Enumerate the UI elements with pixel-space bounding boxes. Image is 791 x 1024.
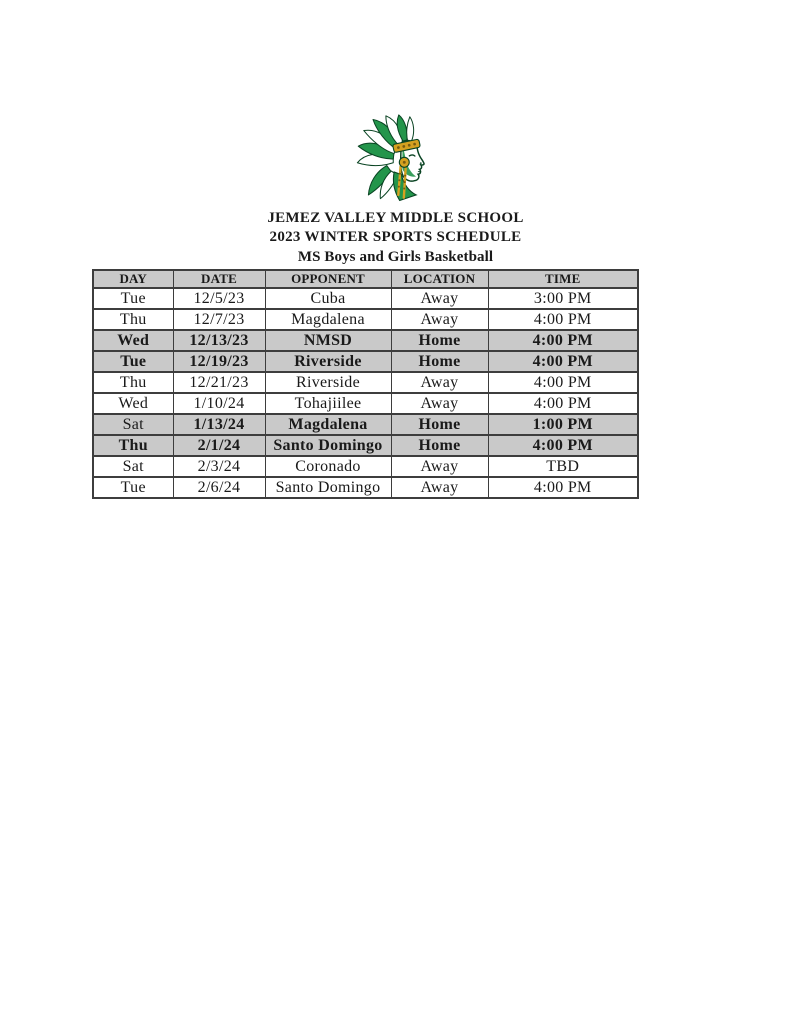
game-cell-day: Tue xyxy=(93,288,173,309)
game-cell-location: Away xyxy=(391,477,488,498)
game-cell-opponent: Coronado xyxy=(265,456,391,477)
game-cell-opponent: Cuba xyxy=(265,288,391,309)
school-name-title: JEMEZ VALLEY MIDDLE SCHOOL xyxy=(267,210,524,226)
game-cell-opponent: Santo Domingo xyxy=(265,477,391,498)
game-cell-day: Thu xyxy=(93,309,173,330)
game-cell-opponent: Santo Domingo xyxy=(265,435,391,456)
game-row xyxy=(93,330,638,351)
schedule-table xyxy=(92,269,639,499)
game-cell-date: 2/1/24 xyxy=(173,435,265,456)
game-cell-location: Away xyxy=(391,372,488,393)
column-header-time: TIME xyxy=(488,270,638,288)
game-row xyxy=(93,414,638,435)
game-cell-opponent: Magdalena xyxy=(265,309,391,330)
game-cell-location: Away xyxy=(391,288,488,309)
game-cell-time: 4:00 PM xyxy=(488,435,638,456)
column-header-date: DATE xyxy=(173,270,265,288)
game-cell-opponent: NMSD xyxy=(265,330,391,351)
game-cell-location: Home xyxy=(391,330,488,351)
game-cell-time: 4:00 PM xyxy=(488,477,638,498)
game-cell-location: Away xyxy=(391,393,488,414)
game-cell-time: 4:00 PM xyxy=(488,372,638,393)
game-cell-date: 12/7/23 xyxy=(173,309,265,330)
game-cell-day: Thu xyxy=(93,372,173,393)
game-row xyxy=(93,351,638,372)
game-row xyxy=(93,372,638,393)
game-cell-location: Home xyxy=(391,414,488,435)
game-cell-day: Wed xyxy=(93,330,173,351)
game-cell-day: Wed xyxy=(93,393,173,414)
column-header-location: LOCATION xyxy=(391,270,488,288)
game-cell-time: 4:00 PM xyxy=(488,309,638,330)
column-header-day: DAY xyxy=(93,270,173,288)
game-row xyxy=(93,309,638,330)
game-cell-opponent: Riverside xyxy=(265,372,391,393)
game-cell-date: 12/19/23 xyxy=(173,351,265,372)
game-cell-day: Sat xyxy=(93,456,173,477)
game-cell-location: Away xyxy=(391,456,488,477)
game-row xyxy=(93,477,638,498)
game-cell-opponent: Riverside xyxy=(265,351,391,372)
game-cell-date: 12/21/23 xyxy=(173,372,265,393)
game-cell-time: 4:00 PM xyxy=(488,393,638,414)
game-cell-day: Tue xyxy=(93,477,173,498)
game-cell-date: 1/13/24 xyxy=(173,414,265,435)
game-cell-location: Home xyxy=(391,435,488,456)
game-cell-opponent: Magdalena xyxy=(265,414,391,435)
column-header-opponent: OPPONENT xyxy=(265,270,391,288)
game-row xyxy=(93,288,638,309)
game-cell-opponent: Tohajiilee xyxy=(265,393,391,414)
game-cell-date: 1/10/24 xyxy=(173,393,265,414)
game-cell-day: Tue xyxy=(93,351,173,372)
team-subtitle: MS Boys and Girls Basketball xyxy=(297,249,494,265)
game-cell-date: 12/5/23 xyxy=(173,288,265,309)
game-cell-day: Thu xyxy=(93,435,173,456)
game-cell-time: 4:00 PM xyxy=(488,351,638,372)
game-row xyxy=(93,435,638,456)
game-cell-date: 2/6/24 xyxy=(173,477,265,498)
game-cell-time: 3:00 PM xyxy=(488,288,638,309)
game-cell-location: Away xyxy=(391,309,488,330)
game-row xyxy=(93,393,638,414)
table-header-row xyxy=(93,270,638,288)
game-cell-date: 12/13/23 xyxy=(173,330,265,351)
game-cell-time: TBD xyxy=(488,456,638,477)
game-cell-location: Home xyxy=(391,351,488,372)
game-cell-day: Sat xyxy=(93,414,173,435)
chief-head-mascot-icon xyxy=(350,113,442,207)
game-row xyxy=(93,456,638,477)
game-cell-time: 4:00 PM xyxy=(488,330,638,351)
game-cell-time: 1:00 PM xyxy=(488,414,638,435)
game-cell-date: 2/3/24 xyxy=(173,456,265,477)
schedule-title: 2023 WINTER SPORTS SCHEDULE xyxy=(269,229,522,245)
